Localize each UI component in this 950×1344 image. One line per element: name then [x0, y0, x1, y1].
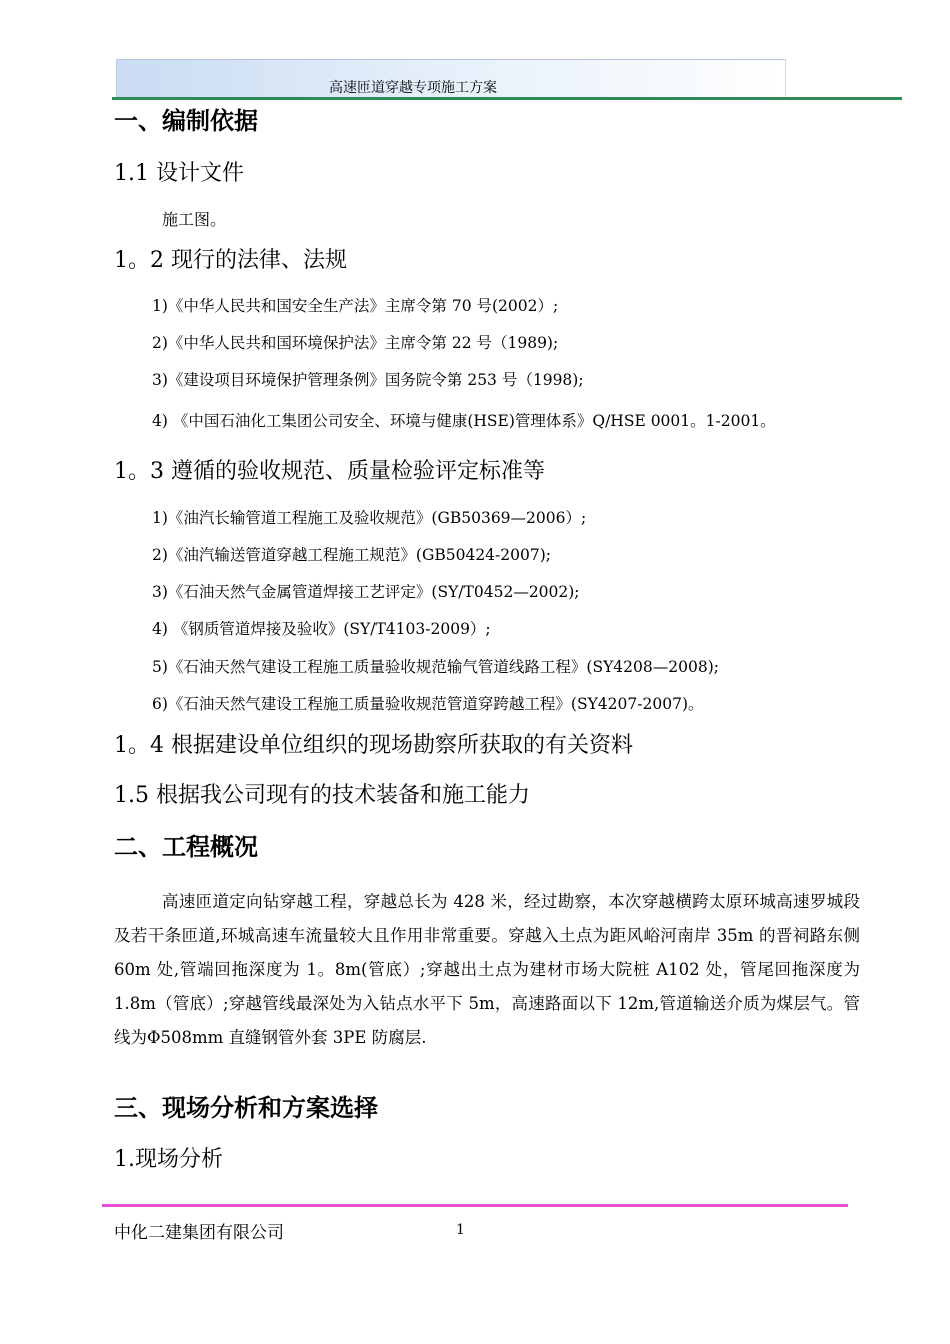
section-2-paragraph: 高速匝道定向钻穿越工程，穿越总长为 428 米，经过勘察，本次穿越横跨太原环城高速罗城段及若干条匝道,环城高速车流量较大且作用非常重要。穿越入土点为距风峪河南岸 35m 的晋祠路东侧 60m 处,管端回拖深度为 1。8m(管底）;穿越出土点为建材市场大院桩 A102 处，管尾回拖深度为 1.8m（管底）;穿越管线最深处为入钻点水平下 5m，高速路面以下 12m,管道输送介质为煤层气。管线为Φ508mm 直缝钢管外套 3PE 防腐层.: [114, 892, 860, 1047]
section-1-1-title: 1.1 设计文件: [114, 161, 244, 186]
footer-company: 中化二建集团有限公司: [114, 1223, 284, 1243]
list-item: 4) 《中国石油化工集团公司安全、环境与健康(HSE)管理体系》Q/HSE 0001。1-2001。: [152, 412, 776, 430]
header-title: 高速匝道穿越专项施工方案: [329, 80, 497, 96]
section-1-3-title: 1。3 遵循的验收规范、质量检验评定标准等: [114, 459, 545, 484]
list-item: 2)《油汽输送管道穿越工程施工规范》(GB50424-2007);: [152, 546, 551, 564]
list-item: 3)《石油天然气金属管道焊接工艺评定》(SY/T0452—2002);: [152, 583, 580, 601]
list-item: 3)《建设项目环境保护管理条例》国务院令第 253 号（1998);: [152, 371, 584, 389]
list-item: 1)《中华人民共和国安全生产法》主席令第 70 号(2002）;: [152, 297, 559, 315]
header-divider: [112, 97, 902, 100]
list-item: 1)《油汽长输管道工程施工及验收规范》(GB50369—2006）;: [152, 509, 587, 527]
section-1-title: 一、编制依据: [114, 107, 258, 135]
section-3-title: 三、现场分析和方案选择: [114, 1094, 378, 1122]
section-3-1-title: 1.现场分析: [114, 1147, 223, 1172]
section-2-title: 二、工程概况: [114, 833, 258, 861]
section-1-2-title: 1。2 现行的法律、法规: [114, 248, 347, 273]
footer-divider: [102, 1204, 848, 1207]
list-item: 2)《中华人民共和国环境保护法》主席令第 22 号（1989);: [152, 334, 559, 352]
list-item: 4) 《钢质管道焊接及验收》(SY/T4103-2009）;: [152, 620, 491, 638]
section-1-5-title: 1.5 根据我公司现有的技术装备和施工能力: [114, 783, 530, 808]
list-item: 6)《石油天然气建设工程施工质量验收规范管道穿跨越工程》(SY4207-2007)。: [152, 695, 704, 713]
section-1-1-text: 施工图。: [162, 210, 227, 229]
list-item: 5)《石油天然气建设工程施工质量验收规范输气管道线路工程》(SY4208—2008);: [152, 658, 719, 676]
section-1-4-title: 1。4 根据建设单位组织的现场勘察所获取的有关资料: [114, 733, 633, 758]
page-number: 1: [456, 1222, 465, 1238]
